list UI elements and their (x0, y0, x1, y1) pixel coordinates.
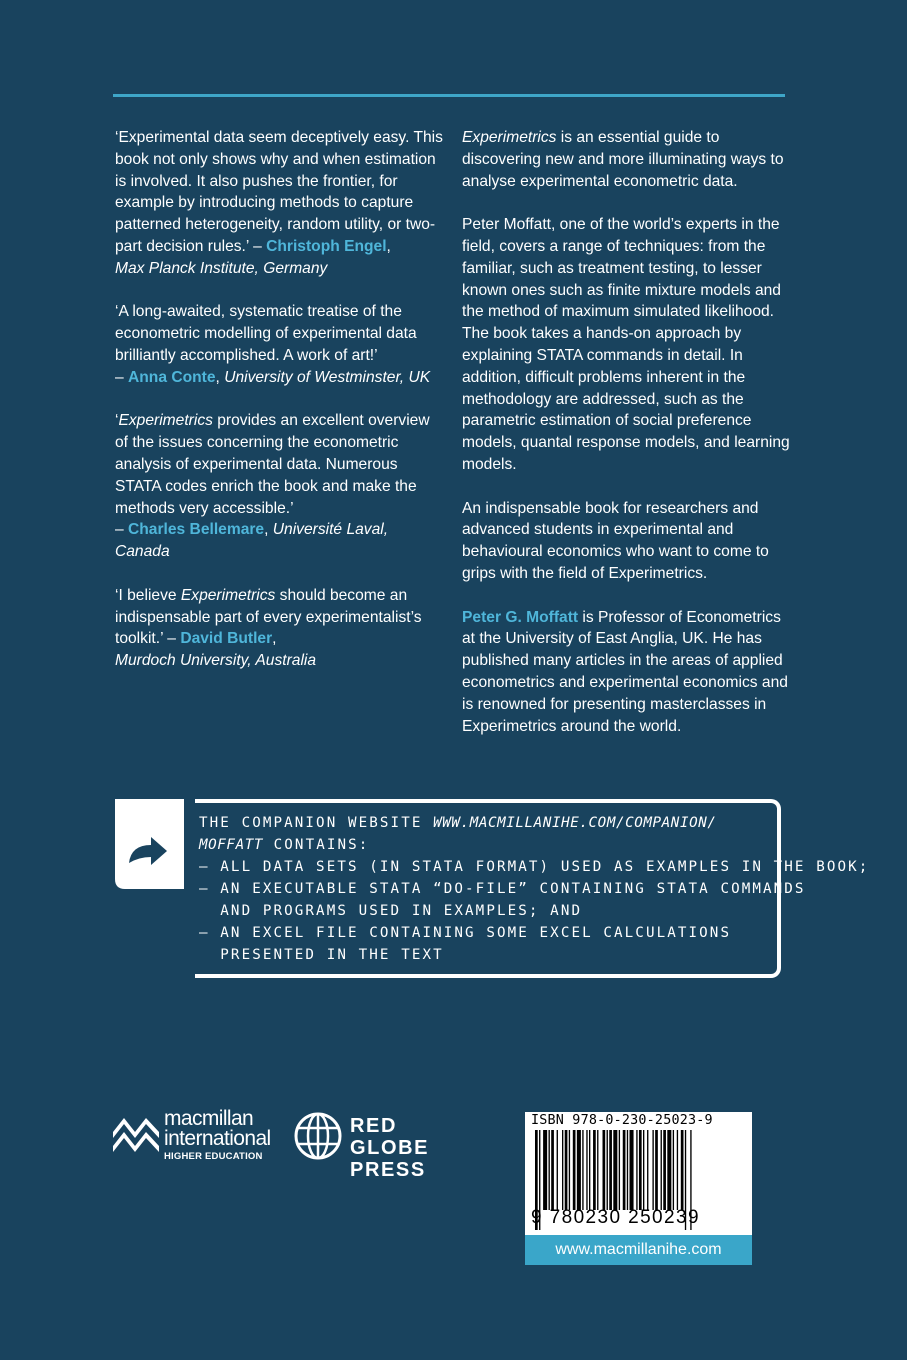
quote-author: Anna Conte (128, 368, 216, 386)
barcode-bar (582, 1130, 583, 1210)
barcode-bar (549, 1130, 550, 1210)
companion-item: AND PROGRAMS USED IN EXAMPLES; AND (199, 903, 583, 919)
barcode-bar (593, 1130, 596, 1210)
barcode-bar (609, 1130, 612, 1210)
quote-affiliation: Murdoch University, Australia (115, 652, 317, 670)
companion-item: PRESENTED IN THE TEXT (199, 947, 444, 963)
author-bio: Peter G. Moffatt is Professor of Econometrics at the University of East Anglia, UK. He has published many articles in the areas of applied econometrics and experimental economics and is renowned for presenting masterclasses in Experimetrics around the world. (462, 608, 788, 735)
barcode-bar (643, 1130, 644, 1210)
companion-url[interactable]: WWW.MACMILLANIHE.COM/COMPANION/ (433, 815, 717, 831)
description-audience: An indispensable book for researchers and advanced students in experimental and behavioural economics who want to come to grips with the field of Experimetrics. (462, 499, 769, 582)
barcode-bar (673, 1130, 674, 1210)
quote-affiliation: University of Westminster, UK (224, 368, 431, 386)
companion-item: – ALL DATA SETS (IN STATA FORMAT) USED AS EXAMPLES IN THE BOOK; (199, 859, 870, 875)
quote-author: Charles Bellemare (128, 521, 265, 539)
barcode-bar (562, 1130, 563, 1210)
companion-item: – AN EXECUTABLE STATA “DO-FILE” CONTAINING STATA COMMANDS (199, 881, 806, 897)
quote-2: ‘A long-awaited, systematic treatise of the econometric modelling of experimental data brilliantly accomplished. A work of art!’ – Anna Conte, University of Westminster, UK (115, 303, 431, 386)
barcode-bar (557, 1130, 558, 1210)
isbn-label: ISBN 978-0-230-25023-9 (531, 1113, 713, 1128)
barcode-bar (652, 1130, 653, 1210)
barcode-bar (681, 1130, 684, 1210)
barcode-bar (639, 1130, 642, 1210)
description-intro: Experimetrics is an essential guide to discovering new and more illuminating ways to analyse experimental econometric data. (462, 129, 784, 190)
companion-item: – AN EXCEL FILE CONTAINING SOME EXCEL CALCULATIONS (199, 925, 732, 941)
barcode-bar (661, 1130, 662, 1210)
barcode-bar (667, 1130, 671, 1210)
description-column (462, 127, 792, 759)
quote-author: David Butler (180, 630, 273, 648)
barcode-bar (655, 1130, 658, 1210)
barcode-bar (647, 1130, 648, 1210)
barcode-bar (589, 1130, 590, 1210)
barcode-bar (627, 1130, 628, 1210)
quote-4: ‘I believe Experimetrics should become an indispensable part of every experimentalist’s toolkit.’ – David Butler, Murdoch University, Australia (115, 586, 422, 670)
barcode-bar (551, 1130, 554, 1210)
barcode-bar (613, 1130, 617, 1210)
quote-3: ‘Experimetrics provides an excellent overview of the issues concerning the econometric analysis of experimental data. Numerous STATA codes enrich the book and make the methods very accessible.’ – Charles Bellemare, Université Laval, Canada (115, 412, 430, 561)
macmillan-logo: macmillan international HIGHER EDUCATION (113, 1112, 273, 1164)
companion-text: THE COMPANION WEBSITE WWW.MACMILLANIHE.COM/COMPANION/ MOFFATT CONTAINS: – ALL DATA SETS (IN STATA FORMAT) USED AS EXAMPLES IN THE BOOK; – AN EXECUTABLE STATA “DO-FILE” CONTAINING STATA COMMANDS AND PROGRAMS USED IN EXAMPLES; AND – AN EXCEL FILE CONTAINING SOME EXCEL CALCULATIONS PRESENTED IN THE TEXT (199, 815, 870, 963)
barcode-bar (603, 1130, 606, 1210)
barcode-bar (636, 1130, 637, 1210)
top-rule (113, 94, 785, 97)
macmillan-logo-icon (113, 1114, 159, 1154)
barcode-bar (677, 1130, 678, 1210)
reviews-column (115, 127, 445, 694)
globe-icon (293, 1111, 343, 1161)
book-arrow-icon (115, 799, 184, 889)
barcode-bar (597, 1130, 598, 1210)
barcode-bar (607, 1130, 608, 1210)
quote-affiliation: Max Planck Institute, Germany (115, 259, 328, 277)
barcode-bar (543, 1130, 547, 1210)
quote-1: ‘Experimental data seem deceptively easy. This book not only shows why and when estimation is involved. It also pushes the frontier, for example by introducing methods to capture patterned heterogeneity, random utility, or two-part decision rules.’ – Christoph Engel, Max Planck Institute, Germany (115, 129, 443, 277)
barcode-bar (630, 1130, 634, 1210)
author-name: Peter G. Moffatt (462, 608, 579, 626)
barcode-bar (586, 1130, 587, 1210)
barcode-number: 9 780230 250239 (531, 1207, 700, 1228)
quote-author: Christoph Engel (266, 237, 387, 255)
barcode-bar (623, 1130, 626, 1210)
barcode-bar (573, 1130, 576, 1210)
barcode-bar (569, 1130, 570, 1210)
barcode-bar (577, 1130, 581, 1210)
website-link[interactable]: www.macmillanihe.com (525, 1235, 752, 1265)
barcode-bar (565, 1130, 568, 1210)
imprint-name: RED GLOBE PRESS (350, 1115, 430, 1181)
red-globe-press-logo (293, 1111, 473, 1181)
description-body: Peter Moffatt, one of the world’s experts in the field, covers a range of techniques: from the familiar, such as treatment testing, to lesser known ones such as finite mixture models and the method of maximum simulated likelihood. The book takes a hands-on approach by explaining STATA commands in detail. In addition, difficult problems inherent in the methodology are addressed, such as the parametric estimation of social preference models, quantal response models, and learning models. (462, 216, 790, 473)
barcode-bar (619, 1130, 620, 1210)
barcode-block (525, 1112, 752, 1265)
barcode-bar (663, 1130, 666, 1210)
quote-affiliation: Université Laval, Canada (115, 521, 389, 561)
